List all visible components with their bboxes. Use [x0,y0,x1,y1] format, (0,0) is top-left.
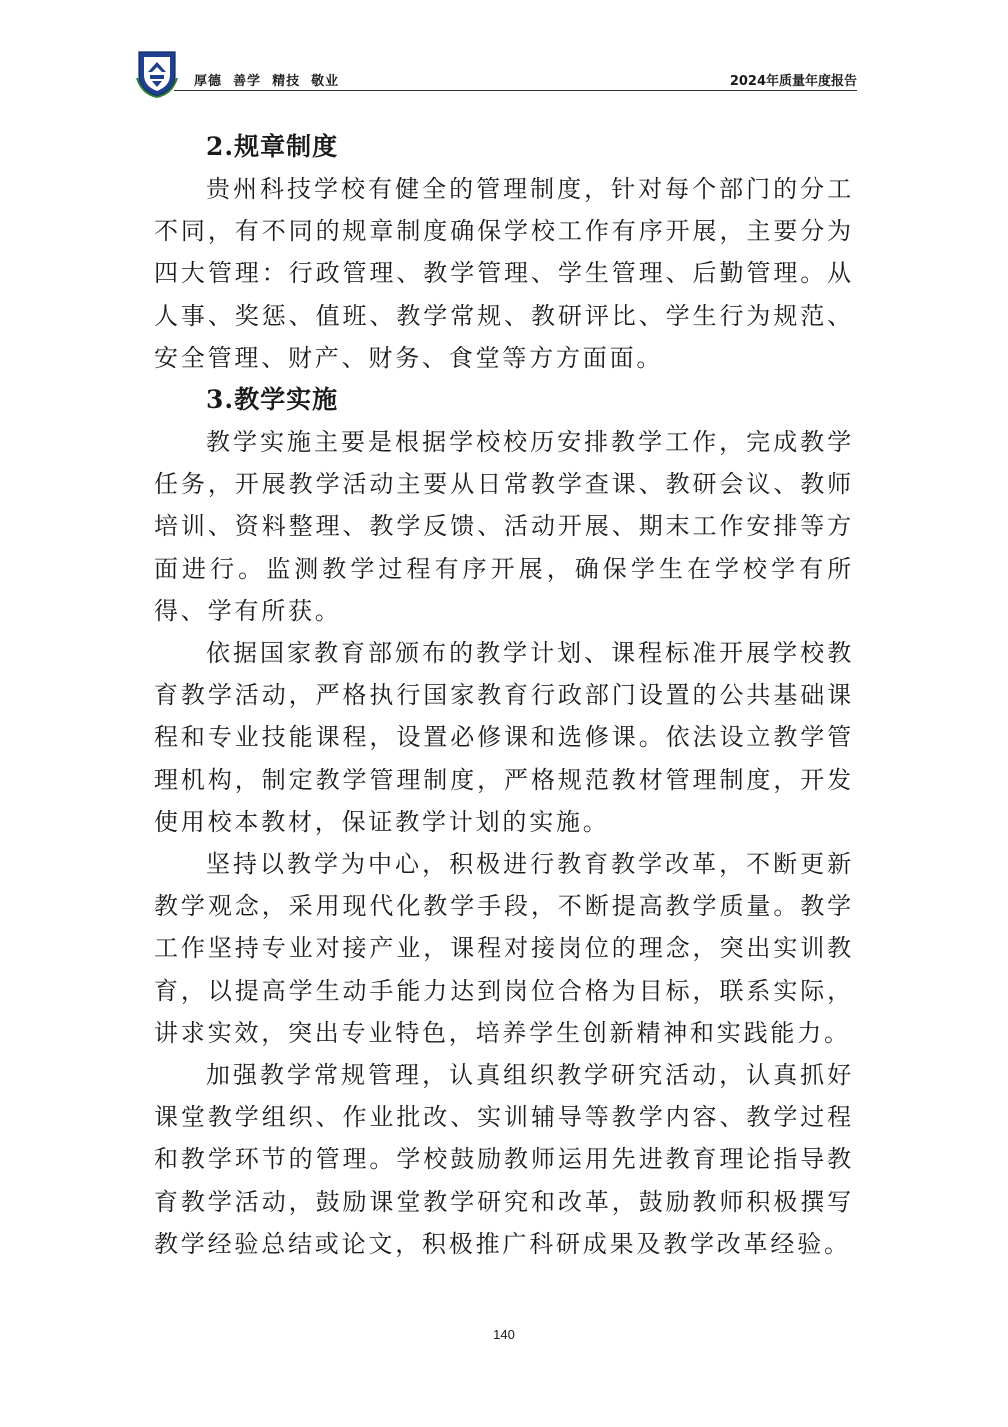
paragraph-regulations: 贵州科技学校有健全的管理制度，针对每个部门的分工不同，有不同的规章制度确保学校工作有序开展，主要分为四大管理：行政管理、教学管理、学生管理、后勤管理。从人事、奖惩、值班、教学常规、教研评比、学生行为规范、安全管理、财产、财务、食堂等方方面面。 [154,175,854,372]
page-number: 140 [493,1327,515,1342]
header-divider [174,90,857,91]
section-heading-regulations: 2.规章制度 [206,132,339,161]
paragraph-teaching-implementation-3: 坚持以教学为中心，积极进行教育教学改革，不断更新教学观念，采用现代化教学手段，不断提高教学质量。教学工作坚持专业对接产业，课程对接岗位的理念，突出实训教育，以提高学生动手能力达到岗位合格为目标，联系实际，讲求实效，突出专业特色，培养学生创新精神和实践能力。 [154,850,854,1047]
paragraph-teaching-implementation-1: 教学实施主要是根据学校校历安排教学工作，完成教学任务，开展教学活动主要从日常教学查课、教研会议、教师培训、资料整理、教学反馈、活动开展、期末工作安排等方面进行。监测教学过程有序开展，确保学生在学校学有所得、学有所获。 [154,428,854,625]
document-body [154,126,854,1265]
section-heading-teaching-implementation: 3.教学实施 [206,385,339,415]
page-header [134,46,857,92]
header-report-title: 2024年质量年度报告 [729,74,857,89]
paragraph-teaching-implementation-4: 加强教学常规管理，认真组织教学研究活动，认真抓好课堂教学组织、作业批改、实训辅导等教学内容、教学过程和教学环节的管理。学校鼓励教师运用先进教育理论指导教育教学活动，鼓励课堂教学研究和改革，鼓励教师积极撰写教学经验总结或论文，积极推广科研成果及教学改革经验。 [154,1061,854,1258]
header-motto: 厚德 善学 精技 敬业 [194,74,340,89]
paragraph-teaching-implementation-2: 依据国家教育部颁布的教学计划、课程标准开展学校教育教学活动，严格执行国家教育行政部门设置的公共基础课程和专业技能课程，设置必修课和选修课。依法设立教学管理机构，制定教学管理制度，严格规范教材管理制度，开发使用校本教材，保证教学计划的实施。 [154,639,854,836]
